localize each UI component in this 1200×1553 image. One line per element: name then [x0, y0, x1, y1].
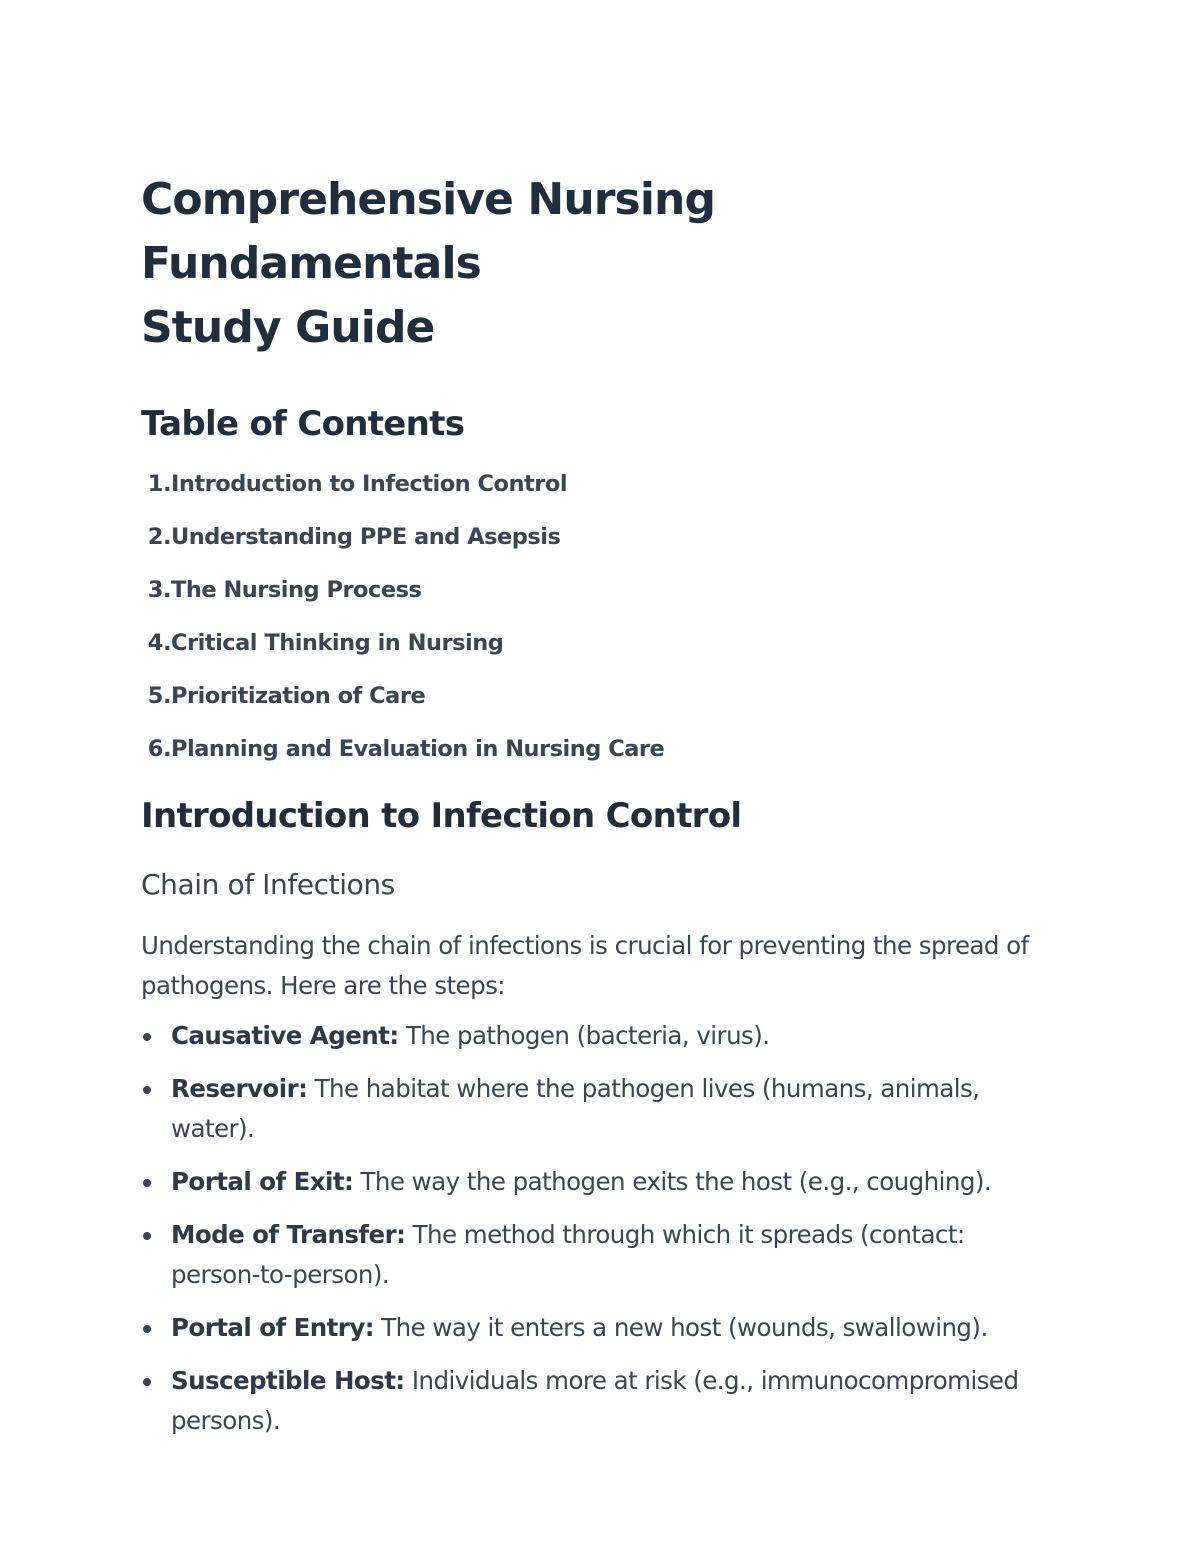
list-item-text: The way the pathogen exits the host (e.g., coughing). [353, 1167, 992, 1196]
toc-item-label: Critical Thinking in Nursing [171, 630, 504, 656]
section-heading: Introduction to Infection Control [141, 796, 742, 836]
document-page [141, 168, 1051, 1454]
toc-item-label: Understanding PPE and Asepsis [171, 524, 561, 550]
toc-item [141, 682, 1051, 735]
document-title-line-2: Study Guide [141, 302, 435, 353]
list-item-term: Portal of Exit: [171, 1167, 354, 1196]
toc-item-label: The Nursing Process [171, 577, 422, 603]
bullet-icon [143, 1179, 151, 1187]
toc-item [141, 523, 1051, 576]
subsection-heading: Chain of Infections [141, 868, 395, 901]
bullet-icon [143, 1086, 151, 1094]
toc-item-number: 3. [147, 577, 171, 603]
list-item [141, 1308, 1051, 1348]
document-title-line-1: Comprehensive Nursing Fundamentals [141, 174, 716, 289]
list-item-term: Mode of Transfer: [171, 1220, 406, 1249]
list-item-text: The way it enters a new host (wounds, swallowing). [374, 1313, 988, 1342]
list-item-text: The pathogen (bacteria, virus). [398, 1021, 770, 1050]
list-item [141, 1016, 1051, 1056]
list-item-text: The habitat where the pathogen lives (humans, animals, water). [171, 1074, 980, 1143]
list-item-term: Portal of Entry: [171, 1313, 375, 1342]
toc-item-number: 6. [147, 736, 171, 762]
list-item-text: The method through which it spreads (contact: person-to-person). [171, 1220, 965, 1289]
list-item-term: Reservoir: [171, 1074, 308, 1103]
list-item-term: Causative Agent: [171, 1021, 399, 1050]
document-title [141, 168, 1051, 360]
toc-item-number: 2. [147, 524, 171, 550]
toc-item-label: Prioritization of Care [171, 683, 426, 709]
toc-heading: Table of Contents [141, 404, 465, 444]
toc-item-number: 1. [147, 471, 171, 497]
bullet-icon [143, 1232, 151, 1240]
list-item-text: Individuals more at risk (e.g., immunocompromised persons). [171, 1366, 1019, 1435]
toc-item [141, 735, 1051, 788]
toc-item-number: 4. [147, 630, 171, 656]
list-item [141, 1069, 1051, 1149]
bullet-icon [143, 1033, 151, 1041]
bullet-icon [143, 1378, 151, 1386]
table-of-contents [141, 470, 1051, 788]
toc-item-label: Introduction to Infection Control [171, 471, 568, 497]
toc-item-label: Planning and Evaluation in Nursing Care [171, 736, 665, 762]
list-item [141, 1162, 1051, 1202]
toc-item [141, 576, 1051, 629]
list-item [141, 1215, 1051, 1295]
bullet-icon [143, 1325, 151, 1333]
intro-paragraph: Understanding the chain of infections is crucial for preventing the spread of pathogens. Here are the steps: [141, 931, 1029, 1000]
list-item-term: Susceptible Host: [171, 1366, 405, 1395]
toc-item-number: 5. [147, 683, 171, 709]
chain-of-infection-list [141, 1016, 1051, 1441]
list-item [141, 1361, 1051, 1441]
toc-item [141, 470, 1051, 523]
toc-item [141, 629, 1051, 682]
